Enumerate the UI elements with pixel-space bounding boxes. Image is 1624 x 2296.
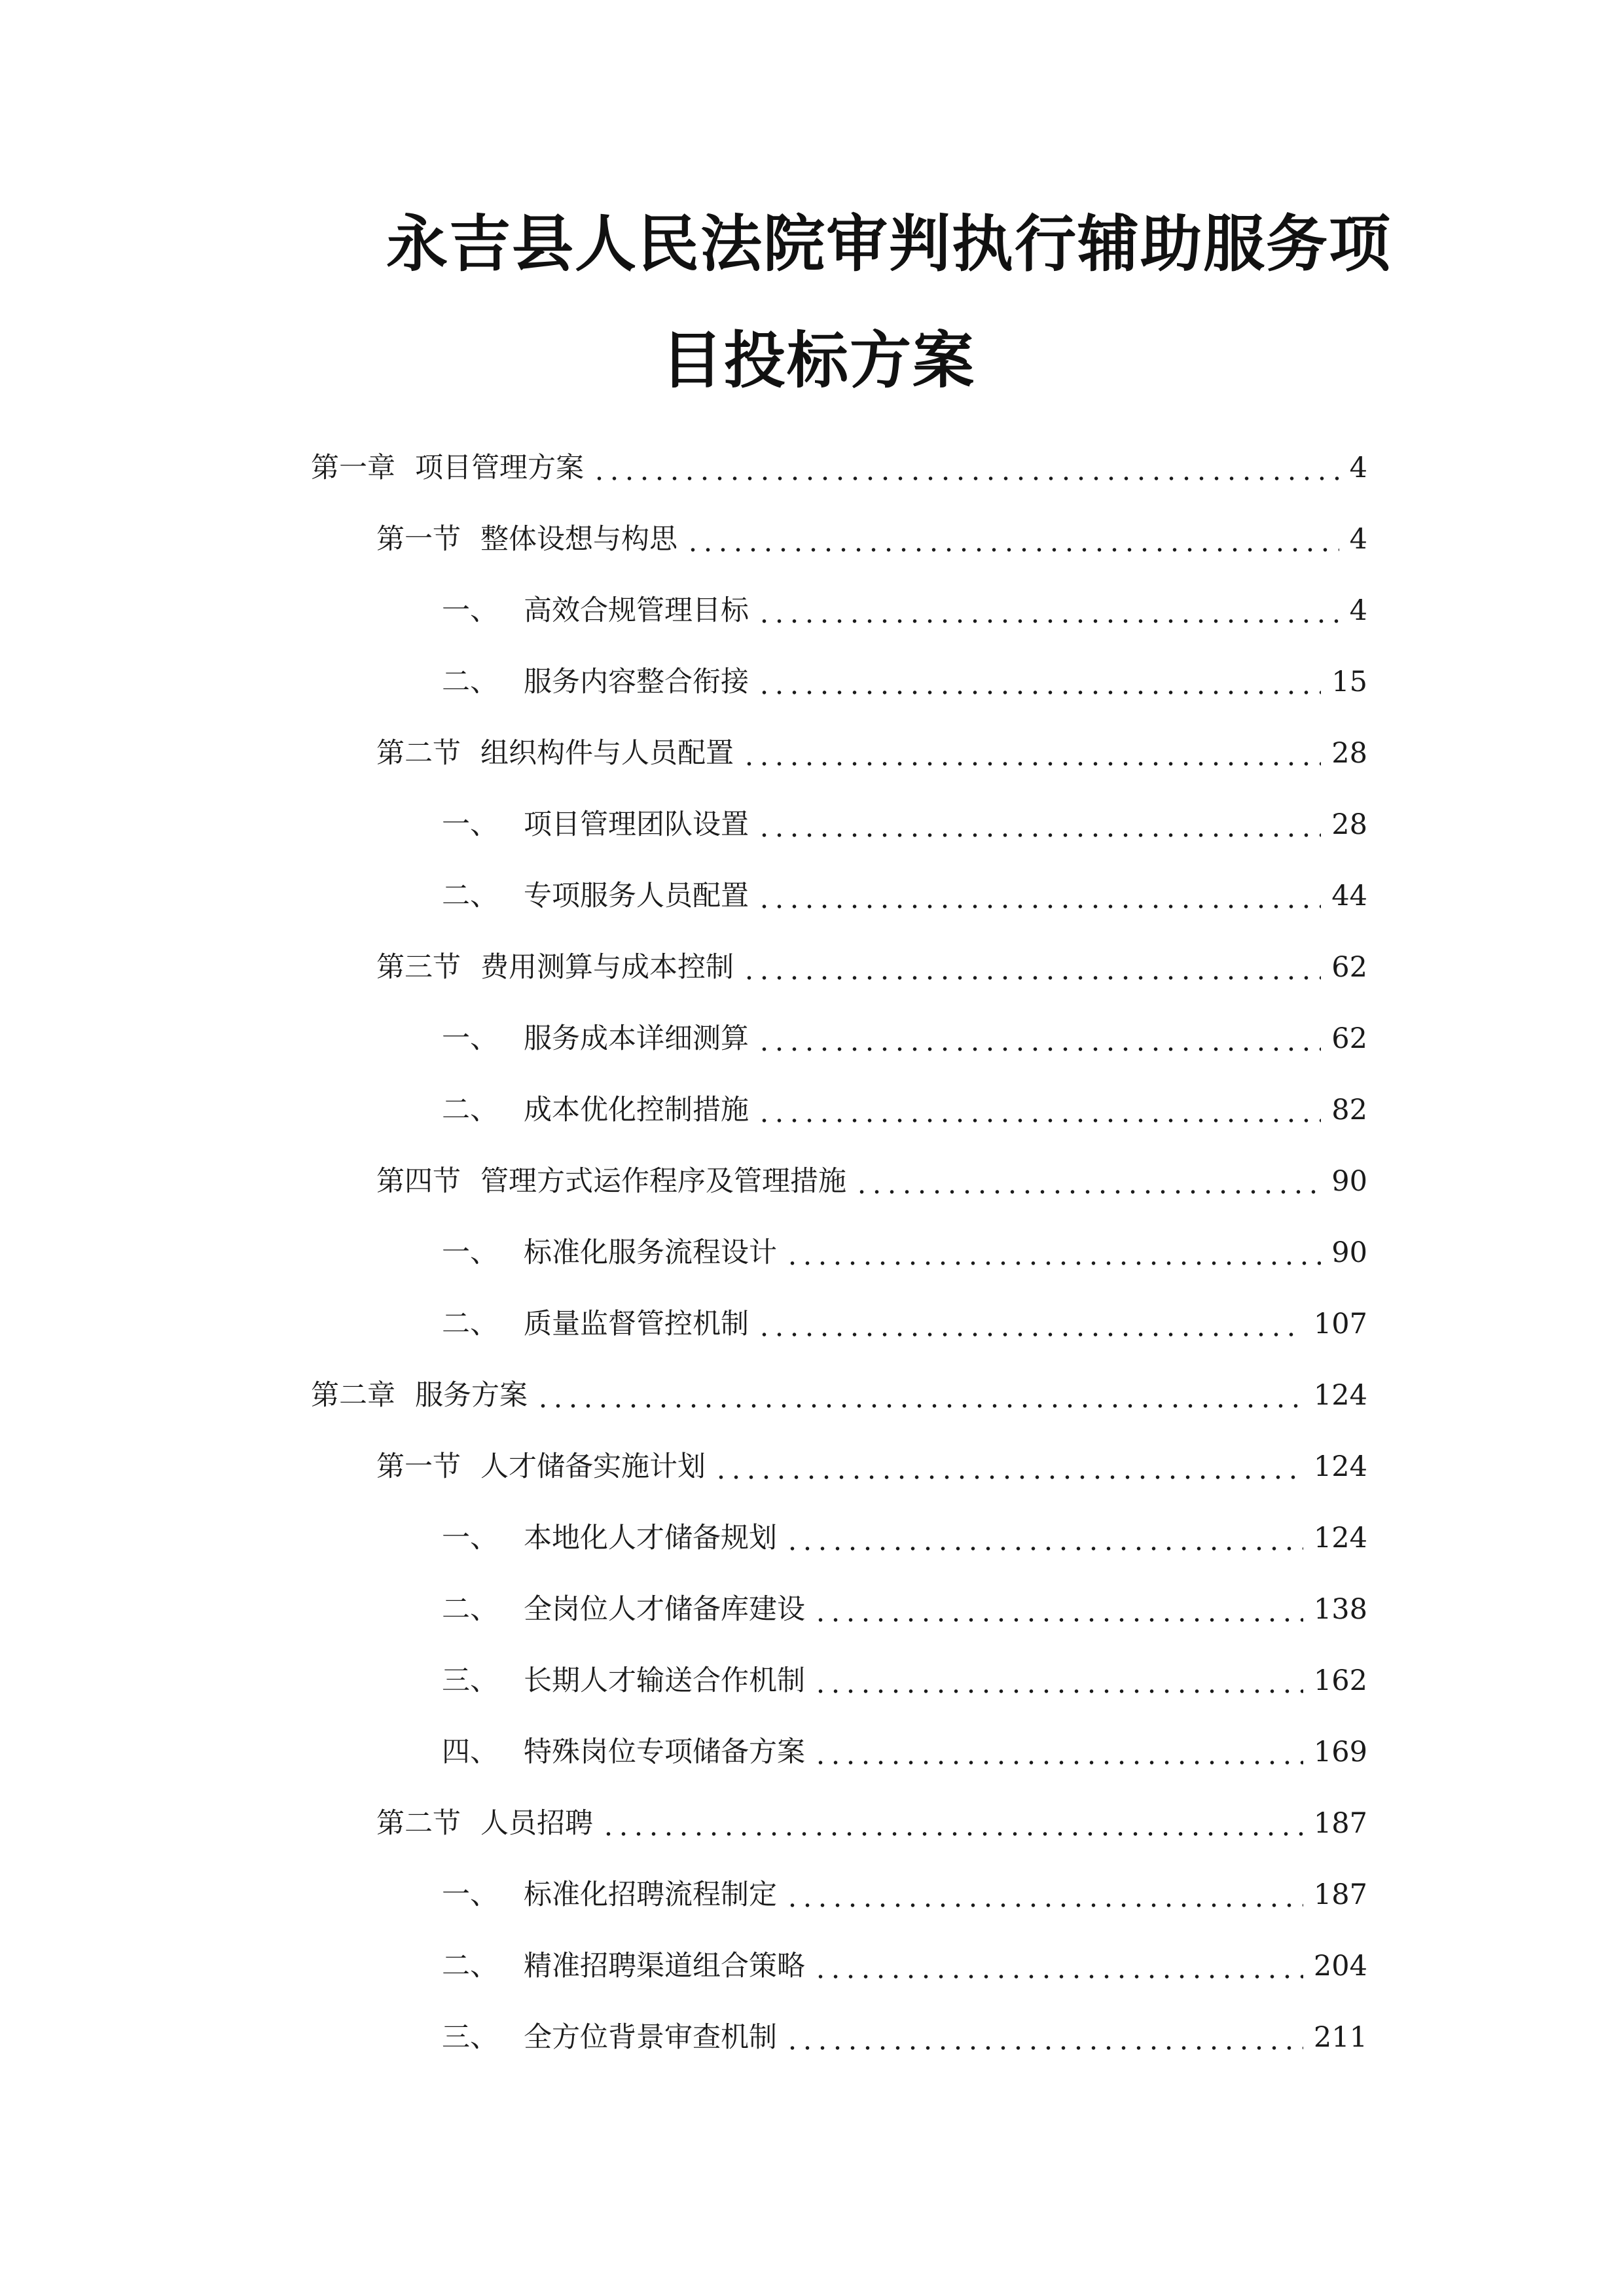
toc-entry-item[interactable] [442, 588, 1367, 634]
toc-entry-item[interactable] [442, 659, 1367, 705]
toc-entry-number: 第一节 [376, 1450, 461, 1483]
toc-entry-number: 二、 [442, 1950, 498, 1982]
toc-entry-item[interactable] [442, 2015, 1367, 2060]
toc-entry-page: 4 [1349, 523, 1367, 556]
toc-entry-title: 项目管理团队设置 [524, 808, 749, 841]
toc-entry-title: 服务内容整合衔接 [524, 666, 749, 698]
toc-entry-page: 162 [1313, 1664, 1367, 1697]
toc-entry-number: 第一节 [376, 523, 461, 556]
toc-entry-item[interactable] [442, 1016, 1367, 1062]
toc-entry-title: 长期人才输送合作机制 [524, 1664, 805, 1697]
dot-leader [757, 588, 1339, 634]
toc-entry-number: 第四节 [376, 1165, 461, 1198]
toc-entry-page: 187 [1313, 1807, 1367, 1840]
dot-leader [742, 730, 1321, 776]
toc-entry-item[interactable] [442, 1729, 1367, 1775]
toc-entry-item[interactable] [442, 1301, 1367, 1347]
toc-entry-section[interactable] [376, 516, 1367, 562]
toc-entry-item[interactable] [442, 1943, 1367, 1989]
toc-entry-section[interactable] [376, 1158, 1367, 1204]
dot-leader [713, 1444, 1303, 1490]
toc-entry-title: 整体设想与构思 [480, 523, 677, 556]
toc-entry-section[interactable] [376, 730, 1367, 776]
toc-entry-chapter[interactable] [311, 445, 1367, 491]
toc-entry-item[interactable] [442, 1087, 1367, 1133]
title-line-1: 永吉县人民法院审判执行辅助服务项 [386, 208, 1392, 280]
toc-entry-page: 124 [1313, 1522, 1367, 1554]
toc-entry-title: 成本优化控制措施 [524, 1094, 749, 1126]
toc-entry-section[interactable] [376, 944, 1367, 990]
toc-entry-number: 二、 [442, 666, 498, 698]
dot-leader [854, 1158, 1321, 1204]
dot-leader [757, 1301, 1303, 1347]
toc-entry-number: 四、 [442, 1736, 498, 1768]
dot-leader [813, 1658, 1303, 1704]
dot-leader [813, 1943, 1303, 1989]
toc-entry-page: 82 [1331, 1094, 1367, 1126]
dot-leader [685, 516, 1339, 562]
dot-leader [535, 1372, 1303, 1418]
toc-entry-number: 第二章 [311, 1379, 395, 1412]
dot-leader [785, 2015, 1303, 2060]
dot-leader [757, 1016, 1321, 1062]
dot-leader [785, 1515, 1303, 1561]
toc-entry-title: 管理方式运作程序及管理措施 [480, 1165, 846, 1198]
toc-entry-title: 全岗位人才储备库建设 [524, 1593, 805, 1626]
toc-entry-number: 二、 [442, 1308, 498, 1340]
toc-entry-page: 4 [1349, 452, 1367, 484]
toc-entry-page: 62 [1331, 1022, 1367, 1055]
toc-entry-page: 204 [1313, 1950, 1367, 1982]
toc-entry-number: 一、 [442, 1878, 498, 1911]
dot-leader [813, 1587, 1303, 1632]
toc-entry-page: 187 [1313, 1878, 1367, 1911]
dot-leader [813, 1729, 1303, 1775]
toc-entry-number: 一、 [442, 594, 498, 627]
toc-entry-title: 服务方案 [415, 1379, 528, 1412]
toc-entry-number: 第一章 [311, 452, 395, 484]
toc-entry-title: 本地化人才储备规划 [524, 1522, 777, 1554]
toc-entry-title: 全方位背景审查机制 [524, 2021, 777, 2054]
toc-entry-page: 107 [1313, 1308, 1367, 1340]
toc-entry-item[interactable] [442, 802, 1367, 848]
toc-entry-title: 精准招聘渠道组合策略 [524, 1950, 805, 1982]
dot-leader [785, 1230, 1321, 1276]
toc-entry-title: 人员招聘 [480, 1807, 593, 1840]
toc-entry-section[interactable] [376, 1444, 1367, 1490]
toc-entry-page: 124 [1313, 1379, 1367, 1412]
dot-leader [742, 944, 1321, 990]
toc-entry-item[interactable] [442, 873, 1367, 919]
toc-entry-title: 人才储备实施计划 [480, 1450, 706, 1483]
dot-leader [757, 873, 1321, 919]
toc-entry-number: 一、 [442, 1522, 498, 1554]
toc-entry-title: 特殊岗位专项储备方案 [524, 1736, 805, 1768]
toc-entry-number: 第二节 [376, 1807, 461, 1840]
toc-entry-page: 90 [1331, 1165, 1367, 1198]
toc-entry-page: 15 [1331, 666, 1367, 698]
toc-entry-chapter[interactable] [311, 1372, 1367, 1418]
toc-entry-title: 服务成本详细测算 [524, 1022, 749, 1055]
dot-leader [592, 445, 1339, 491]
toc-entry-item[interactable] [442, 1587, 1367, 1632]
toc-entry-title: 标准化服务流程设计 [524, 1236, 777, 1269]
toc-entry-page: 28 [1331, 737, 1367, 770]
toc-entry-title: 标准化招聘流程制定 [524, 1878, 777, 1911]
dot-leader [757, 659, 1321, 705]
dot-leader [757, 802, 1321, 848]
toc-entry-page: 28 [1331, 808, 1367, 841]
toc-entry-number: 一、 [442, 1236, 498, 1269]
toc-entry-page: 211 [1313, 2021, 1367, 2054]
toc-entry-section[interactable] [376, 1801, 1367, 1846]
toc-entry-number: 第三节 [376, 951, 461, 984]
toc-entry-item[interactable] [442, 1658, 1367, 1704]
toc-entry-number: 二、 [442, 1094, 498, 1126]
toc-entry-number: 一、 [442, 808, 498, 841]
toc-entry-number: 三、 [442, 2021, 498, 2054]
toc-entry-page: 169 [1313, 1736, 1367, 1768]
toc-entry-page: 4 [1349, 594, 1367, 627]
dot-leader [601, 1801, 1303, 1846]
toc-entry-title: 质量监督管控机制 [524, 1308, 749, 1340]
toc-entry-page: 62 [1331, 951, 1367, 984]
toc-entry-number: 一、 [442, 1022, 498, 1055]
toc-entry-number: 第二节 [376, 737, 461, 770]
toc-entry-page: 124 [1313, 1450, 1367, 1483]
toc-entry-item[interactable] [442, 1230, 1367, 1276]
dot-leader [785, 1872, 1303, 1918]
toc-entry-page: 90 [1331, 1236, 1367, 1269]
toc-entry-item[interactable] [442, 1515, 1367, 1561]
toc-entry-title: 项目管理方案 [415, 452, 584, 484]
toc-entry-title: 组织构件与人员配置 [480, 737, 734, 770]
toc-entry-title: 专项服务人员配置 [524, 880, 749, 912]
toc-entry-number: 二、 [442, 1593, 498, 1626]
toc-entry-page: 138 [1313, 1593, 1367, 1626]
toc-entry-item[interactable] [442, 1872, 1367, 1918]
toc-entry-number: 三、 [442, 1664, 498, 1697]
title-line-2: 目投标方案 [661, 325, 976, 397]
toc-entry-title: 费用测算与成本控制 [480, 951, 734, 984]
toc-entry-page: 44 [1331, 880, 1367, 912]
toc-entry-number: 二、 [442, 880, 498, 912]
toc-entry-title: 高效合规管理目标 [524, 594, 749, 627]
dot-leader [757, 1087, 1321, 1133]
